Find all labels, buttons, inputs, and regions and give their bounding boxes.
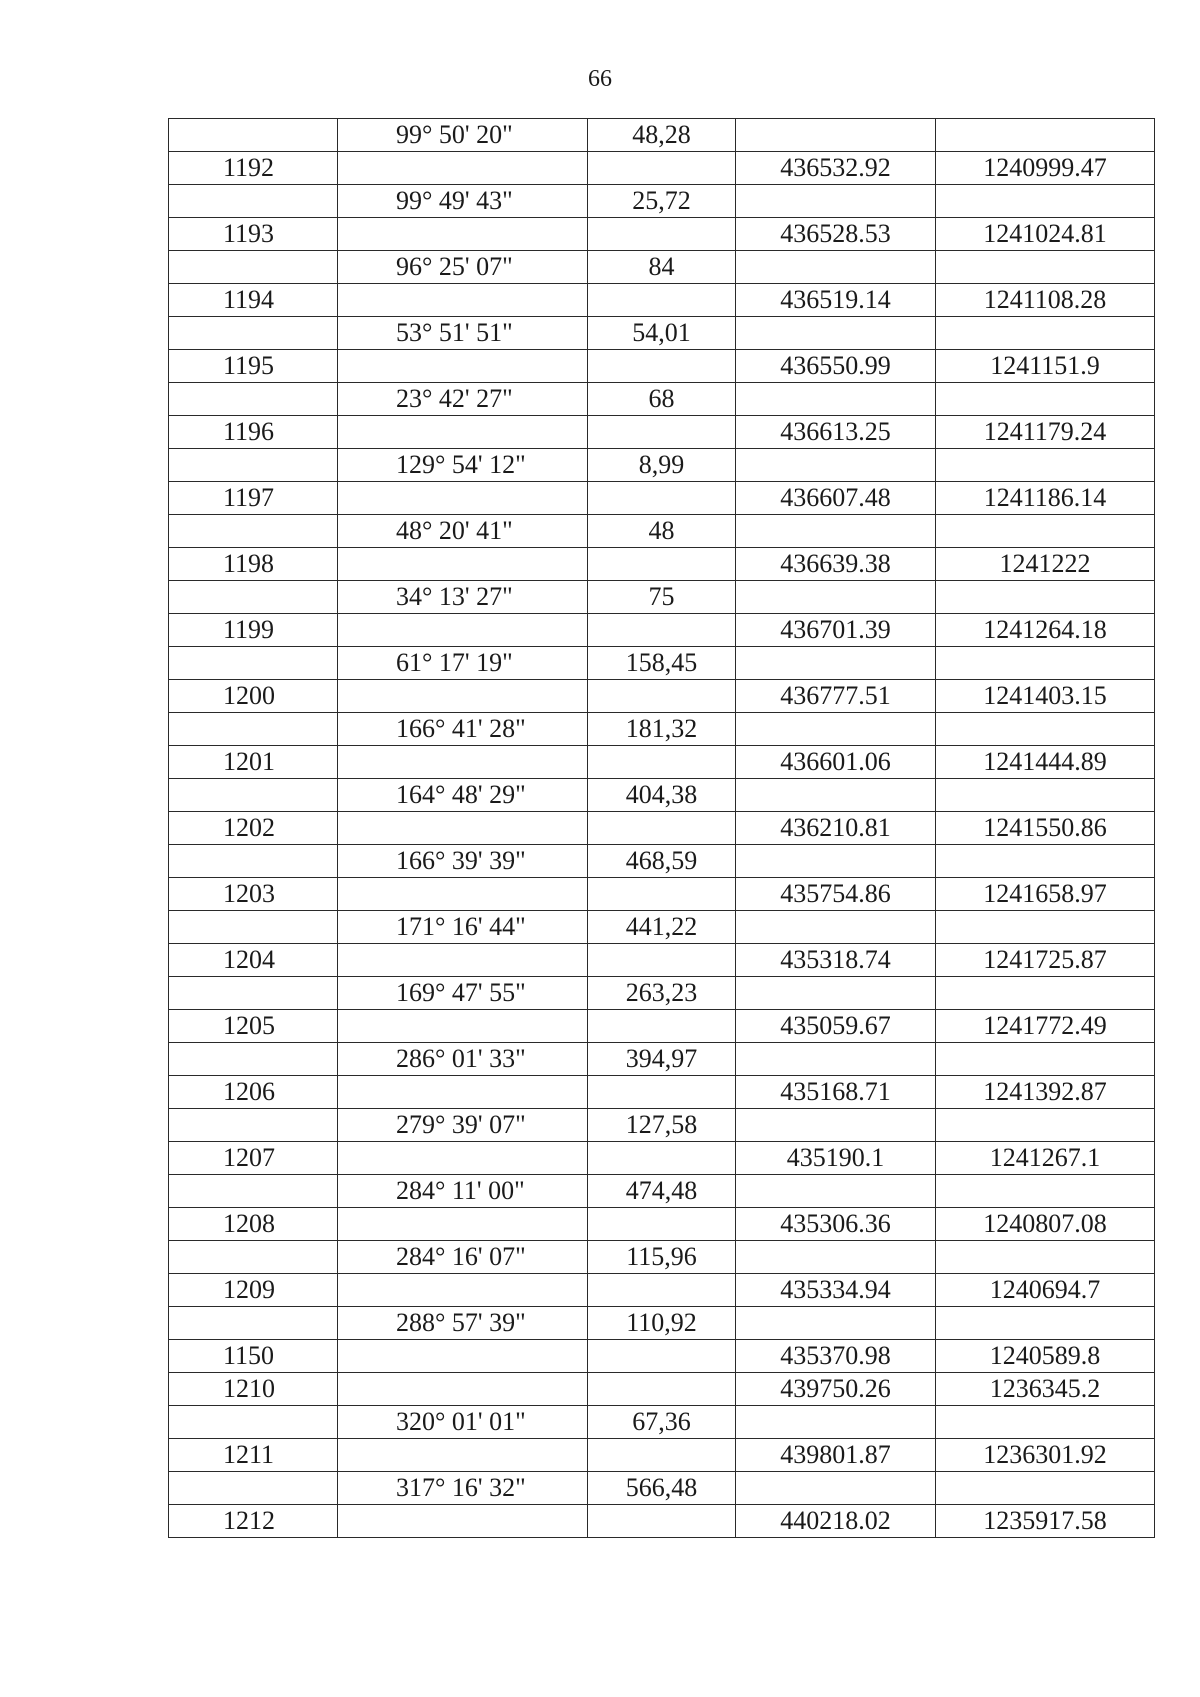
x-coordinate-cell: 436519.14	[736, 284, 936, 317]
bearing-angle-cell	[338, 1208, 588, 1241]
bearing-angle-cell	[338, 350, 588, 383]
point-row	[169, 548, 1155, 581]
bearing-angle-cell: 48° 20' 41"	[338, 515, 588, 548]
x-coordinate-cell	[736, 119, 936, 152]
bearing-angle-cell	[338, 1076, 588, 1109]
point-number-cell	[169, 1175, 338, 1208]
bearing-angle-cell: 23° 42' 27"	[338, 383, 588, 416]
bearing-angle-cell: 166° 39' 39"	[338, 845, 588, 878]
x-coordinate-cell	[736, 779, 936, 812]
segment-length-cell	[588, 944, 736, 977]
segment-length-cell	[588, 878, 736, 911]
bearing-angle-cell: 61° 17' 19"	[338, 647, 588, 680]
point-number-cell	[169, 185, 338, 218]
segment-length-cell	[588, 548, 736, 581]
segment-length-cell: 394,97	[588, 1043, 736, 1076]
segment-length-cell: 127,58	[588, 1109, 736, 1142]
x-coordinate-cell	[736, 1043, 936, 1076]
point-number-cell: 1204	[169, 944, 338, 977]
bearing-angle-cell	[338, 746, 588, 779]
bearing-angle-cell: 286° 01' 33"	[338, 1043, 588, 1076]
x-coordinate-cell: 436607.48	[736, 482, 936, 515]
y-coordinate-cell: 1240807.08	[936, 1208, 1155, 1241]
x-coordinate-cell: 435059.67	[736, 1010, 936, 1043]
segment-length-cell: 54,01	[588, 317, 736, 350]
segment-length-cell	[588, 284, 736, 317]
y-coordinate-cell: 1241725.87	[936, 944, 1155, 977]
point-number-cell: 1212	[169, 1505, 338, 1538]
y-coordinate-cell: 1241186.14	[936, 482, 1155, 515]
point-number-cell	[169, 1472, 338, 1505]
x-coordinate-cell	[736, 1175, 936, 1208]
point-number-cell	[169, 1109, 338, 1142]
y-coordinate-cell	[936, 1175, 1155, 1208]
y-coordinate-cell	[936, 779, 1155, 812]
x-coordinate-cell	[736, 977, 936, 1010]
point-number-cell	[169, 581, 338, 614]
y-coordinate-cell: 1241444.89	[936, 746, 1155, 779]
segment-length-cell: 115,96	[588, 1241, 736, 1274]
y-coordinate-cell: 1241267.1	[936, 1142, 1155, 1175]
bearing-angle-cell	[338, 1142, 588, 1175]
x-coordinate-cell	[736, 1307, 936, 1340]
x-coordinate-cell: 436210.81	[736, 812, 936, 845]
point-number-cell: 1194	[169, 284, 338, 317]
segment-row	[169, 1307, 1155, 1340]
x-coordinate-cell: 436639.38	[736, 548, 936, 581]
y-coordinate-cell: 1241024.81	[936, 218, 1155, 251]
segment-row	[169, 1472, 1155, 1505]
coordinates-table	[168, 118, 1155, 1538]
y-coordinate-cell	[936, 383, 1155, 416]
x-coordinate-cell	[736, 1109, 936, 1142]
y-coordinate-cell: 1241658.97	[936, 878, 1155, 911]
point-number-cell: 1202	[169, 812, 338, 845]
segment-length-cell: 68	[588, 383, 736, 416]
y-coordinate-cell	[936, 515, 1155, 548]
segment-row	[169, 779, 1155, 812]
y-coordinate-cell: 1241772.49	[936, 1010, 1155, 1043]
point-number-cell	[169, 383, 338, 416]
segment-row	[169, 911, 1155, 944]
point-number-cell: 1193	[169, 218, 338, 251]
y-coordinate-cell	[936, 845, 1155, 878]
segment-length-cell	[588, 152, 736, 185]
y-coordinate-cell	[936, 1406, 1155, 1439]
x-coordinate-cell: 435370.98	[736, 1340, 936, 1373]
point-row	[169, 1208, 1155, 1241]
point-row	[169, 350, 1155, 383]
segment-row	[169, 845, 1155, 878]
bearing-angle-cell: 34° 13' 27"	[338, 581, 588, 614]
page-number: 66	[588, 66, 612, 92]
y-coordinate-cell: 1241179.24	[936, 416, 1155, 449]
point-row	[169, 482, 1155, 515]
y-coordinate-cell: 1241403.15	[936, 680, 1155, 713]
segment-row	[169, 1175, 1155, 1208]
point-row	[169, 1076, 1155, 1109]
x-coordinate-cell: 436528.53	[736, 218, 936, 251]
segment-length-cell	[588, 1208, 736, 1241]
x-coordinate-cell: 436777.51	[736, 680, 936, 713]
bearing-angle-cell	[338, 218, 588, 251]
coordinates-table-body	[169, 119, 1155, 1538]
x-coordinate-cell	[736, 1406, 936, 1439]
point-number-cell	[169, 251, 338, 284]
y-coordinate-cell	[936, 647, 1155, 680]
y-coordinate-cell: 1241108.28	[936, 284, 1155, 317]
y-coordinate-cell: 1240999.47	[936, 152, 1155, 185]
segment-length-cell: 48	[588, 515, 736, 548]
point-number-cell	[169, 845, 338, 878]
y-coordinate-cell	[936, 1043, 1155, 1076]
segment-length-cell	[588, 746, 736, 779]
x-coordinate-cell	[736, 317, 936, 350]
y-coordinate-cell	[936, 119, 1155, 152]
point-number-cell	[169, 1406, 338, 1439]
bearing-angle-cell: 171° 16' 44"	[338, 911, 588, 944]
point-number-cell	[169, 1307, 338, 1340]
point-number-cell	[169, 1043, 338, 1076]
point-number-cell	[169, 1241, 338, 1274]
point-row	[169, 218, 1155, 251]
y-coordinate-cell	[936, 977, 1155, 1010]
segment-row	[169, 1406, 1155, 1439]
y-coordinate-cell: 1236345.2	[936, 1373, 1155, 1406]
segment-length-cell: 441,22	[588, 911, 736, 944]
point-number-cell: 1203	[169, 878, 338, 911]
segment-length-cell	[588, 482, 736, 515]
segment-length-cell: 48,28	[588, 119, 736, 152]
segment-length-cell: 75	[588, 581, 736, 614]
y-coordinate-cell	[936, 713, 1155, 746]
segment-length-cell: 25,72	[588, 185, 736, 218]
segment-length-cell: 67,36	[588, 1406, 736, 1439]
y-coordinate-cell: 1240694.7	[936, 1274, 1155, 1307]
segment-row	[169, 977, 1155, 1010]
bearing-angle-cell	[338, 812, 588, 845]
bearing-angle-cell: 169° 47' 55"	[338, 977, 588, 1010]
point-row	[169, 944, 1155, 977]
x-coordinate-cell	[736, 449, 936, 482]
y-coordinate-cell: 1241222	[936, 548, 1155, 581]
point-row	[169, 746, 1155, 779]
x-coordinate-cell	[736, 1472, 936, 1505]
segment-row	[169, 317, 1155, 350]
segment-row	[169, 383, 1155, 416]
x-coordinate-cell: 436532.92	[736, 152, 936, 185]
point-row	[169, 1274, 1155, 1307]
x-coordinate-cell: 436701.39	[736, 614, 936, 647]
point-number-cell	[169, 449, 338, 482]
bearing-angle-cell: 166° 41' 28"	[338, 713, 588, 746]
point-row	[169, 1340, 1155, 1373]
point-number-cell: 1197	[169, 482, 338, 515]
x-coordinate-cell: 435190.1	[736, 1142, 936, 1175]
bearing-angle-cell: 96° 25' 07"	[338, 251, 588, 284]
segment-length-cell	[588, 350, 736, 383]
point-row	[169, 1373, 1155, 1406]
point-row	[169, 1010, 1155, 1043]
segment-length-cell	[588, 1274, 736, 1307]
x-coordinate-cell: 436601.06	[736, 746, 936, 779]
x-coordinate-cell	[736, 515, 936, 548]
point-number-cell: 1209	[169, 1274, 338, 1307]
segment-length-cell: 474,48	[588, 1175, 736, 1208]
point-row	[169, 416, 1155, 449]
point-number-cell	[169, 515, 338, 548]
x-coordinate-cell	[736, 845, 936, 878]
bearing-angle-cell: 99° 49' 43"	[338, 185, 588, 218]
y-coordinate-cell	[936, 317, 1155, 350]
y-coordinate-cell	[936, 911, 1155, 944]
segment-length-cell: 181,32	[588, 713, 736, 746]
x-coordinate-cell	[736, 713, 936, 746]
bearing-angle-cell: 284° 11' 00"	[338, 1175, 588, 1208]
bearing-angle-cell: 284° 16' 07"	[338, 1241, 588, 1274]
bearing-angle-cell: 53° 51' 51"	[338, 317, 588, 350]
point-row	[169, 1439, 1155, 1472]
point-number-cell	[169, 119, 338, 152]
bearing-angle-cell: 129° 54' 12"	[338, 449, 588, 482]
point-number-cell	[169, 779, 338, 812]
y-coordinate-cell	[936, 251, 1155, 284]
bearing-angle-cell	[338, 1010, 588, 1043]
point-number-cell: 1210	[169, 1373, 338, 1406]
x-coordinate-cell	[736, 185, 936, 218]
bearing-angle-cell: 164° 48' 29"	[338, 779, 588, 812]
y-coordinate-cell	[936, 185, 1155, 218]
segment-length-cell	[588, 1010, 736, 1043]
y-coordinate-cell	[936, 1472, 1155, 1505]
bearing-angle-cell	[338, 680, 588, 713]
segment-length-cell	[588, 1340, 736, 1373]
x-coordinate-cell: 435168.71	[736, 1076, 936, 1109]
point-number-cell: 1200	[169, 680, 338, 713]
bearing-angle-cell	[338, 416, 588, 449]
segment-row	[169, 647, 1155, 680]
point-number-cell: 1199	[169, 614, 338, 647]
segment-row	[169, 713, 1155, 746]
point-number-cell: 1206	[169, 1076, 338, 1109]
point-number-cell: 1207	[169, 1142, 338, 1175]
x-coordinate-cell	[736, 911, 936, 944]
bearing-angle-cell	[338, 1439, 588, 1472]
x-coordinate-cell	[736, 383, 936, 416]
bearing-angle-cell: 317° 16' 32"	[338, 1472, 588, 1505]
segment-length-cell	[588, 1439, 736, 1472]
segment-length-cell	[588, 614, 736, 647]
bearing-angle-cell: 288° 57' 39"	[338, 1307, 588, 1340]
point-number-cell: 1208	[169, 1208, 338, 1241]
x-coordinate-cell: 435318.74	[736, 944, 936, 977]
point-row	[169, 1142, 1155, 1175]
bearing-angle-cell	[338, 1274, 588, 1307]
point-number-cell	[169, 713, 338, 746]
segment-length-cell: 404,38	[588, 779, 736, 812]
segment-row	[169, 1109, 1155, 1142]
x-coordinate-cell: 435754.86	[736, 878, 936, 911]
bearing-angle-cell	[338, 1373, 588, 1406]
segment-row	[169, 185, 1155, 218]
point-number-cell: 1205	[169, 1010, 338, 1043]
bearing-angle-cell	[338, 482, 588, 515]
y-coordinate-cell: 1241151.9	[936, 350, 1155, 383]
segment-row	[169, 515, 1155, 548]
y-coordinate-cell	[936, 449, 1155, 482]
segment-row	[169, 581, 1155, 614]
y-coordinate-cell: 1241392.87	[936, 1076, 1155, 1109]
point-row	[169, 680, 1155, 713]
segment-length-cell: 566,48	[588, 1472, 736, 1505]
segment-length-cell	[588, 218, 736, 251]
segment-length-cell	[588, 1373, 736, 1406]
bearing-angle-cell	[338, 152, 588, 185]
x-coordinate-cell	[736, 1241, 936, 1274]
segment-length-cell	[588, 680, 736, 713]
bearing-angle-cell	[338, 878, 588, 911]
segment-length-cell	[588, 812, 736, 845]
bearing-angle-cell	[338, 1340, 588, 1373]
point-row	[169, 1505, 1155, 1538]
segment-row	[169, 251, 1155, 284]
point-number-cell: 1198	[169, 548, 338, 581]
y-coordinate-cell	[936, 1109, 1155, 1142]
segment-length-cell	[588, 1076, 736, 1109]
y-coordinate-cell	[936, 581, 1155, 614]
y-coordinate-cell: 1241264.18	[936, 614, 1155, 647]
point-number-cell: 1201	[169, 746, 338, 779]
point-row	[169, 878, 1155, 911]
segment-row	[169, 1043, 1155, 1076]
y-coordinate-cell: 1240589.8	[936, 1340, 1155, 1373]
point-number-cell: 1195	[169, 350, 338, 383]
x-coordinate-cell: 436613.25	[736, 416, 936, 449]
segment-length-cell: 110,92	[588, 1307, 736, 1340]
point-number-cell	[169, 647, 338, 680]
point-row	[169, 614, 1155, 647]
x-coordinate-cell: 435306.36	[736, 1208, 936, 1241]
bearing-angle-cell	[338, 1505, 588, 1538]
y-coordinate-cell: 1235917.58	[936, 1505, 1155, 1538]
point-row	[169, 812, 1155, 845]
bearing-angle-cell: 99° 50' 20"	[338, 119, 588, 152]
segment-row	[169, 449, 1155, 482]
x-coordinate-cell	[736, 581, 936, 614]
bearing-angle-cell: 320° 01' 01"	[338, 1406, 588, 1439]
point-number-cell	[169, 911, 338, 944]
x-coordinate-cell: 439801.87	[736, 1439, 936, 1472]
point-row	[169, 152, 1155, 185]
segment-row	[169, 119, 1155, 152]
bearing-angle-cell	[338, 548, 588, 581]
bearing-angle-cell	[338, 944, 588, 977]
segment-length-cell	[588, 1142, 736, 1175]
point-number-cell	[169, 317, 338, 350]
bearing-angle-cell	[338, 284, 588, 317]
segment-length-cell: 8,99	[588, 449, 736, 482]
bearing-angle-cell	[338, 614, 588, 647]
y-coordinate-cell: 1236301.92	[936, 1439, 1155, 1472]
segment-length-cell	[588, 1505, 736, 1538]
segment-length-cell: 468,59	[588, 845, 736, 878]
segment-length-cell	[588, 416, 736, 449]
point-number-cell: 1196	[169, 416, 338, 449]
point-number-cell: 1192	[169, 152, 338, 185]
segment-row	[169, 1241, 1155, 1274]
y-coordinate-cell	[936, 1307, 1155, 1340]
point-number-cell: 1211	[169, 1439, 338, 1472]
x-coordinate-cell	[736, 647, 936, 680]
y-coordinate-cell: 1241550.86	[936, 812, 1155, 845]
y-coordinate-cell	[936, 1241, 1155, 1274]
x-coordinate-cell	[736, 251, 936, 284]
point-number-cell: 1150	[169, 1340, 338, 1373]
x-coordinate-cell: 436550.99	[736, 350, 936, 383]
bearing-angle-cell: 279° 39' 07"	[338, 1109, 588, 1142]
point-number-cell	[169, 977, 338, 1010]
point-row	[169, 284, 1155, 317]
segment-length-cell: 158,45	[588, 647, 736, 680]
x-coordinate-cell: 439750.26	[736, 1373, 936, 1406]
x-coordinate-cell: 435334.94	[736, 1274, 936, 1307]
x-coordinate-cell: 440218.02	[736, 1505, 936, 1538]
segment-length-cell: 263,23	[588, 977, 736, 1010]
segment-length-cell: 84	[588, 251, 736, 284]
